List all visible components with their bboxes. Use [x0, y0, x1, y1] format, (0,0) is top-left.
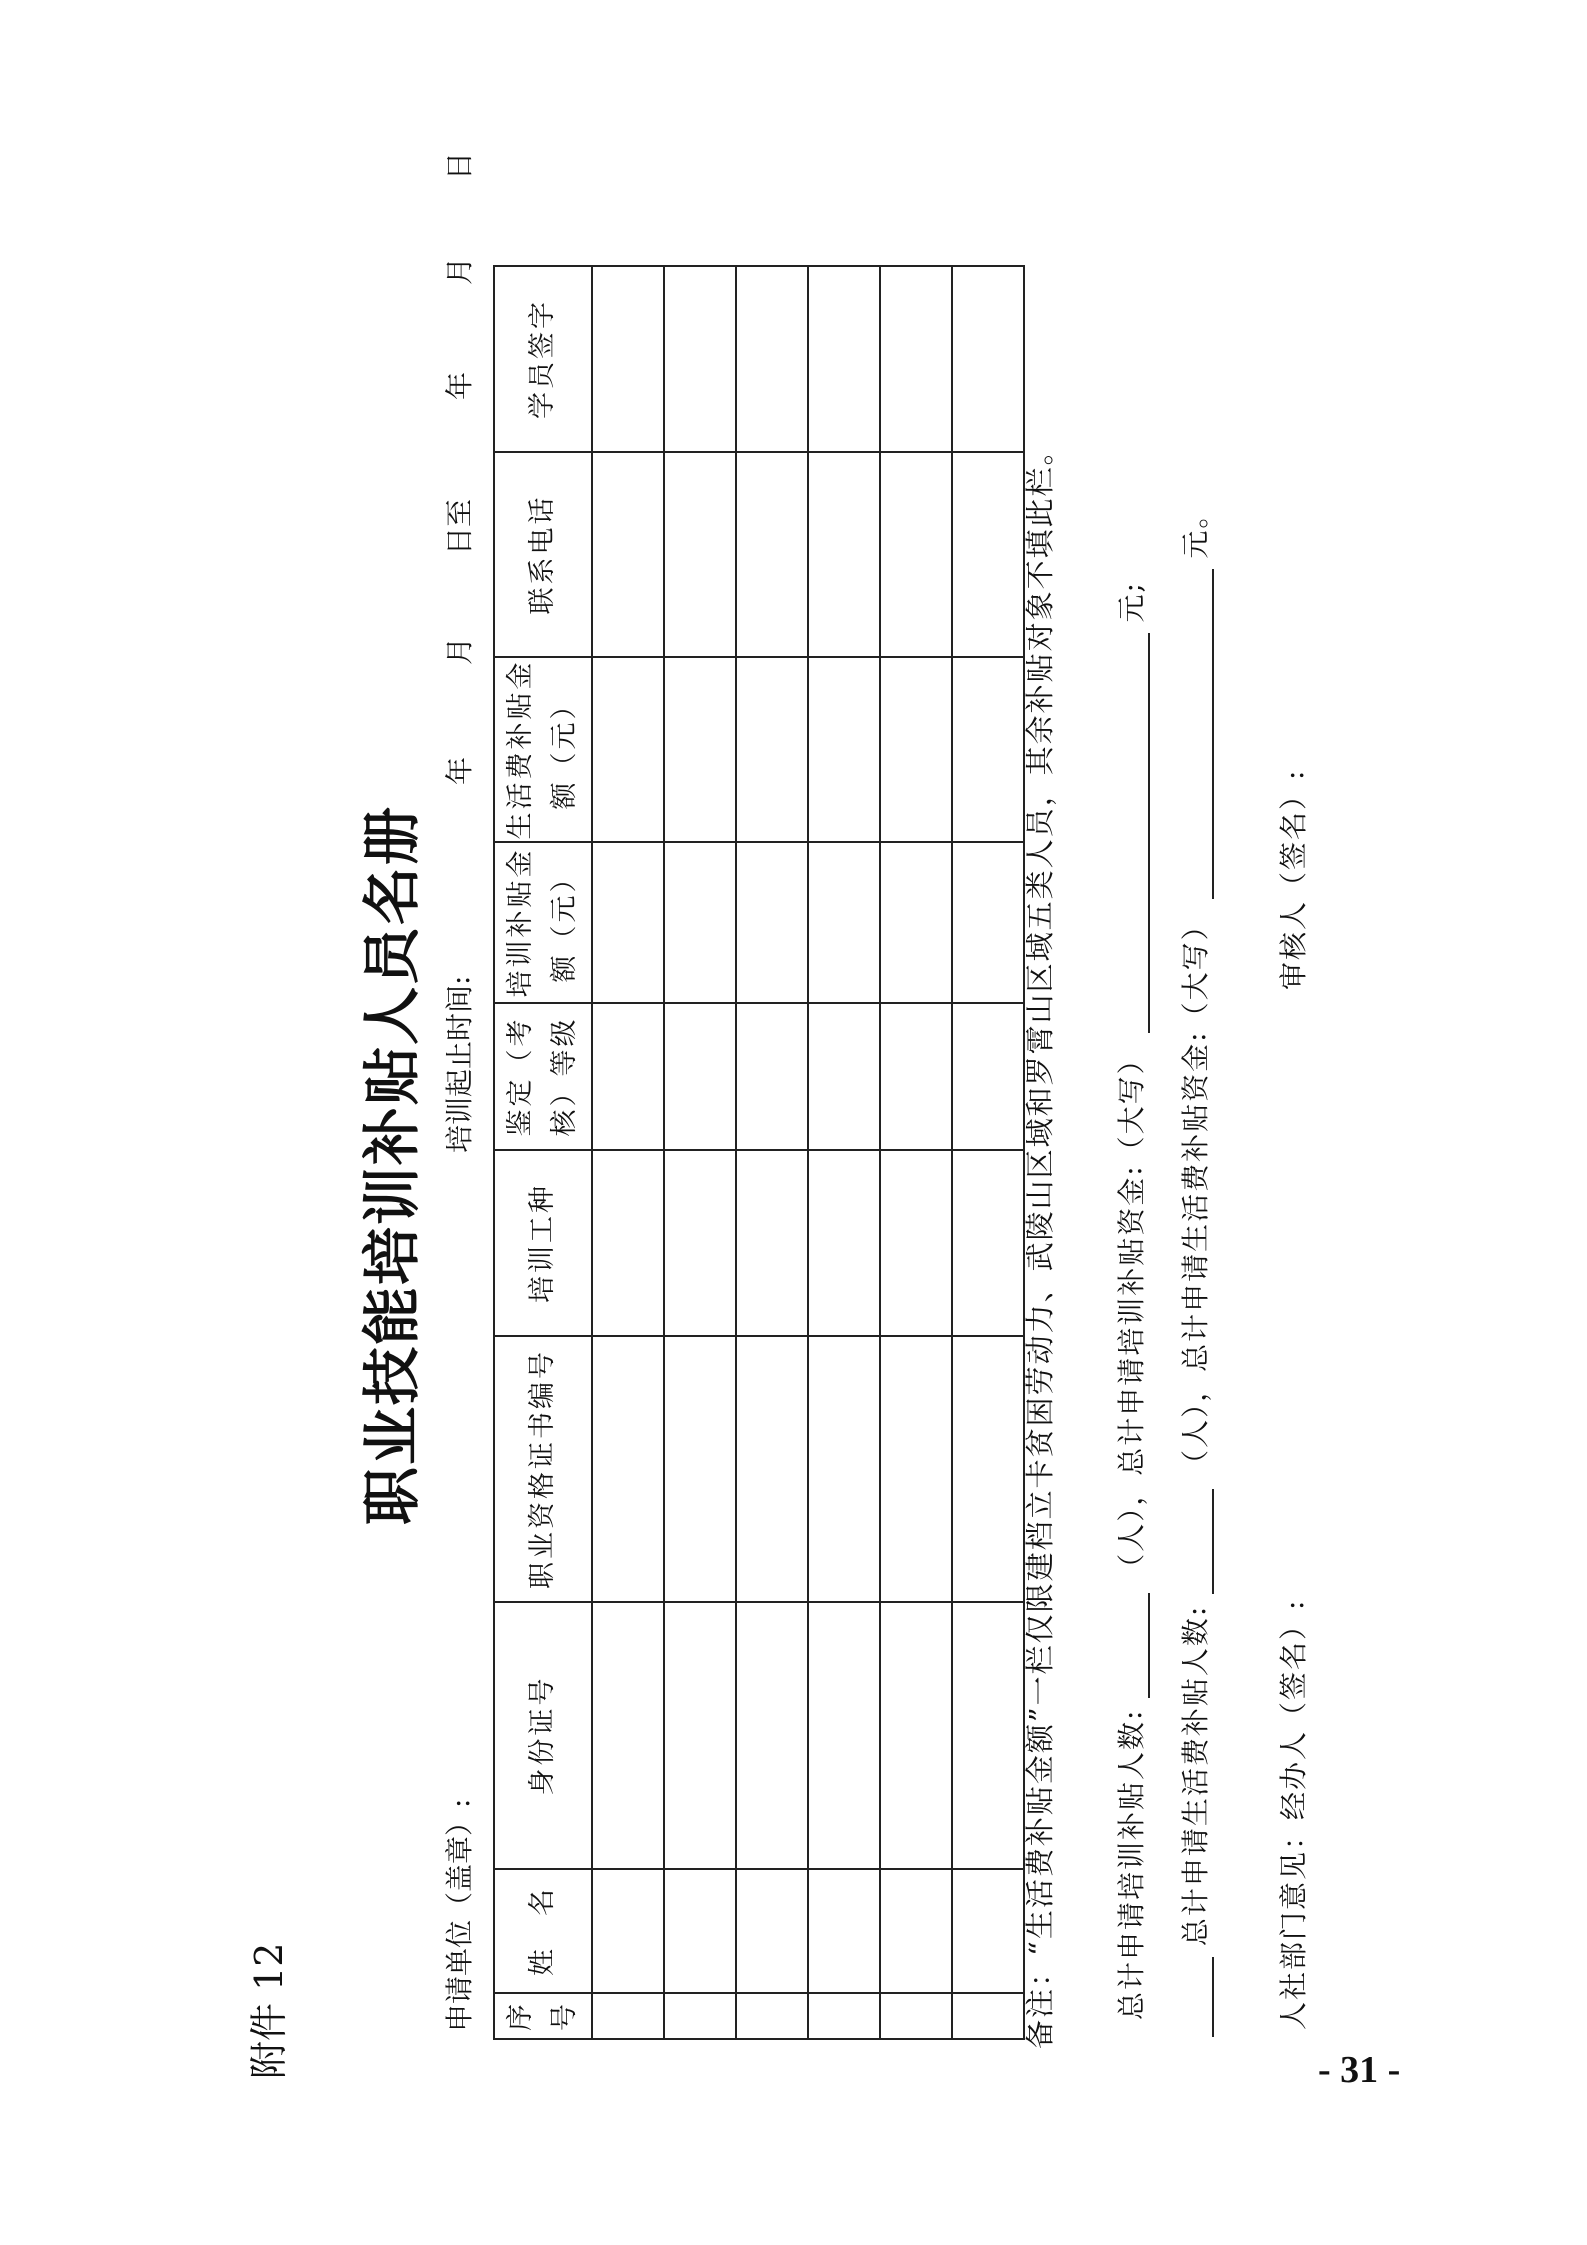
document-title: 职业技能培训补贴人员名册	[358, 804, 426, 1525]
table-row	[808, 266, 880, 2039]
col-header-name: 姓 名	[494, 1869, 592, 1993]
remark-note: 备注：“生活费补贴金额”一栏仅限建档立卡贫困劳动力、武陵山区域和罗霄山区域五类人员，其余补贴对象不填此栏。	[1023, 434, 1057, 2049]
roster-table	[493, 265, 1025, 2040]
living-fund-label: （人），总计申请生活费补贴资金:（大写）	[1179, 910, 1212, 1478]
col-header-signature: 学员签字	[494, 266, 592, 452]
period-year-2: 年	[443, 371, 476, 400]
living-count-blank	[1182, 1489, 1214, 1594]
training-fund-blank	[1118, 633, 1150, 1033]
col-header-training-subsidy: 培训补贴金额（元）	[494, 842, 592, 1003]
training-fund-unit: 元;	[1115, 581, 1148, 623]
table-row	[736, 266, 808, 2039]
training-count-label: 总计申请培训补贴人数:	[1115, 1708, 1148, 2020]
col-header-trade: 培训工种	[494, 1150, 592, 1336]
table-row	[952, 266, 1024, 2039]
col-header-living-subsidy: 生活费补贴金额（元）	[494, 657, 592, 842]
period-year-1: 年	[443, 756, 476, 785]
period-day-2: 日	[443, 151, 476, 180]
period-month-1: 月	[443, 636, 476, 665]
summary-line-2	[1174, 499, 1214, 2037]
living-fund-unit: 元。	[1179, 498, 1212, 559]
training-fund-label: （人），总计申请培训补贴资金:（大写）	[1115, 1044, 1148, 1582]
table-row	[880, 266, 952, 2039]
period-day-to: 日至	[443, 498, 476, 555]
col-header-seq: 序号	[494, 1993, 592, 2039]
living-fund-blank	[1182, 570, 1214, 900]
dept-opinion: 人社部门意见：经办人（签名）:	[1277, 1598, 1310, 2030]
summary-line-1	[1110, 581, 1150, 2020]
col-header-phone: 联系电话	[494, 452, 592, 657]
reviewer-signature: 审核人（签名）:	[1277, 768, 1310, 990]
table-row	[592, 266, 664, 2039]
col-header-level: 鉴定（考核）等级	[494, 1003, 592, 1150]
page-number: - 31 -	[1318, 2049, 1401, 2091]
applicant-label: 申请单位（盖章）:	[443, 1798, 476, 2032]
living-leading-blank	[1182, 1957, 1214, 2037]
table-row	[664, 266, 736, 2039]
col-header-id-number: 身份证号	[494, 1602, 592, 1869]
period-label: 培训起止时间:	[443, 975, 476, 1153]
living-count-label: 总计申请生活费补贴人数:	[1179, 1604, 1212, 1947]
attachment-label: 附件 12	[247, 1942, 291, 2079]
table-header-row	[494, 266, 592, 2039]
col-header-certificate-number: 职业资格证书编号	[494, 1336, 592, 1602]
period-month-2: 月	[443, 256, 476, 285]
training-count-blank	[1118, 1593, 1150, 1698]
